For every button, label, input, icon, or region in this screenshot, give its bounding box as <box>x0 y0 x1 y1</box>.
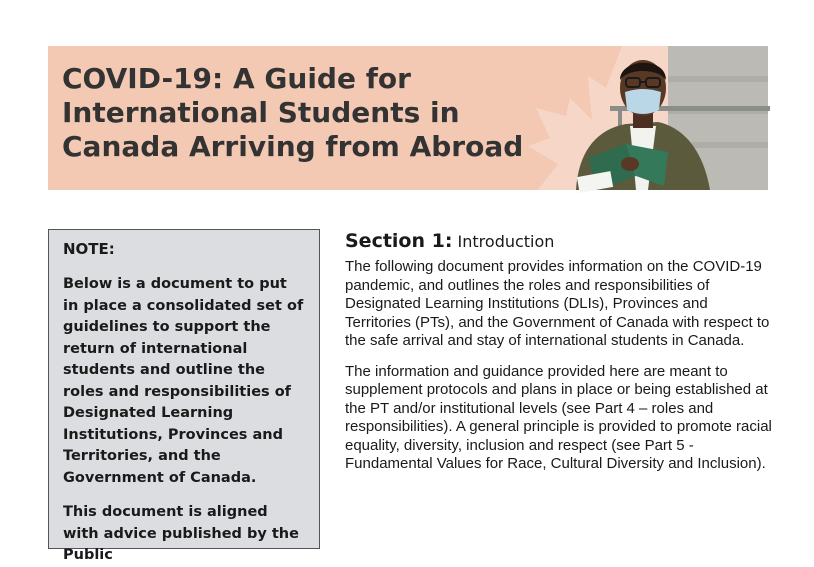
section-heading <box>345 230 775 252</box>
title-banner <box>48 46 768 190</box>
body-paragraph: The following document provides information on the COVID-19 pandemic, and outlines the roles and responsibilities of Designated Learning Institutions (DLIs), Provinces and Territories (PTs), and the Government of Canada with respect to the safe arrival and stay of international students in Canada. <box>345 258 770 349</box>
section-introduction <box>345 230 775 486</box>
section-name: Introduction <box>452 232 555 251</box>
note-paragraph: This document is aligned with advice published by the Public <box>63 504 299 563</box>
student-with-mask-photo <box>518 46 768 190</box>
title-subtitle: A Guide for International Students in Canada Arriving from Abroad <box>62 62 524 163</box>
note-paragraph: Below is a document to put in place a consolidated set of guidelines to support the return of international students and outline the roles and responsibilities of Designated Learning Institutions, Provinces and Territories, and the Government of Canada. <box>63 276 304 486</box>
note-box <box>48 229 320 563</box>
body-paragraph: The information and guidance provided here are meant to supplement protocols and plans in place or being established at the PT and/or institutional levels (see Part 4 – roles and responsibilities). A general principle is provided to promote racial equality, diversity, inclusion and respect (see Part 5 - Fundamental Values for Race, Cultural Diversity and Inclusion). <box>345 362 772 472</box>
document-title <box>62 62 532 164</box>
section-number: Section 1: <box>345 230 453 252</box>
title-covid-label: COVID-19: <box>62 62 224 95</box>
note-heading: NOTE: <box>63 240 115 258</box>
